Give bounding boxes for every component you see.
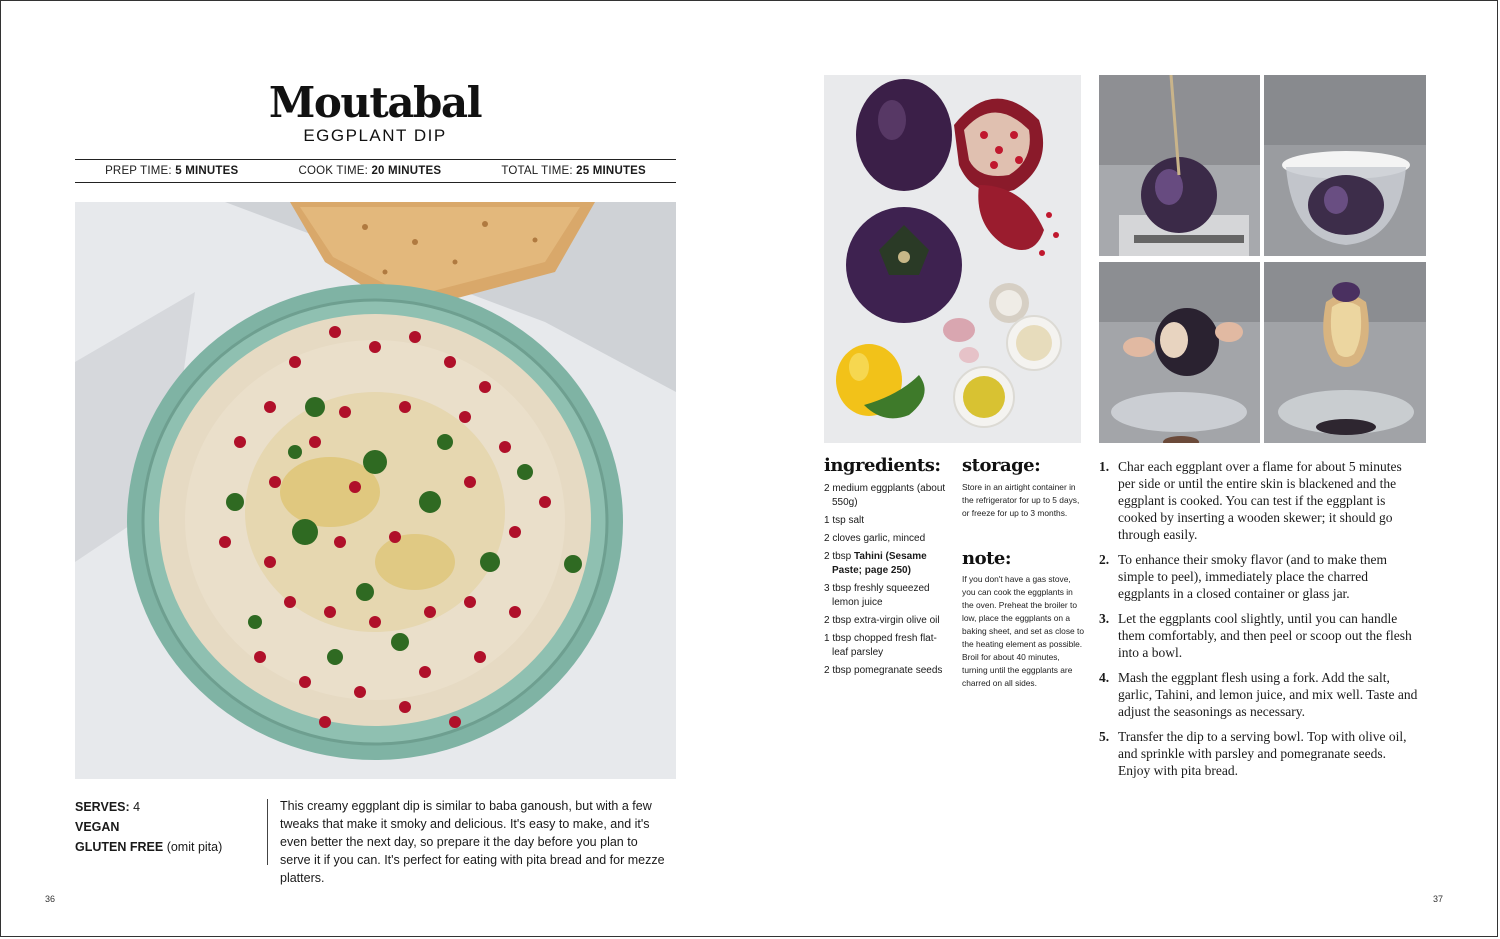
total-time: TOTAL TIME: 25 MINUTES bbox=[501, 165, 646, 177]
ingredients-illustration bbox=[824, 75, 1081, 443]
step-photo-covered-bowl-illustration bbox=[1264, 75, 1426, 256]
ingredients-heading: ingredients: bbox=[824, 455, 941, 476]
list-item: 1 tsp salt bbox=[824, 515, 865, 526]
page-number-right: 37 bbox=[1433, 894, 1444, 904]
step-photo-peeled bbox=[1264, 262, 1426, 443]
step-3: 3. Let the eggplants cool slightly, until you can handle them comfortably, and then peel or scoop out the flesh into a bowl. bbox=[1099, 611, 1412, 660]
list-item-tahini: 2 tbsp Tahini (Sesame Paste; page 250) bbox=[824, 551, 927, 576]
gluten-free-line: GLUTEN FREE (omit pita) bbox=[75, 840, 223, 854]
list-item: 3 tbsp freshly squeezed lemon juice bbox=[824, 583, 930, 608]
moutabal-bowl-illustration bbox=[75, 202, 676, 779]
method-steps bbox=[1099, 458, 1421, 787]
ingredients-photo bbox=[824, 75, 1081, 443]
intro-paragraph: This creamy eggplant dip is similar to baba ganoush, but with a few tweaks that make it smoky and delicious. It's easy to make, and it's even better the next day, so prepare it the day before you plan to serve it if you can. It's perfect for eating with pita bread and for mezze platters. bbox=[280, 799, 665, 885]
list-item: 2 tbsp extra-virgin olive oil bbox=[824, 615, 940, 626]
step-4: 4. Mash the eggplant flesh using a fork. Add the salt, garlic, Tahini, and lemon juice, and mix well. Taste and adjust the seasonings as necessary. bbox=[1099, 670, 1418, 719]
list-item: 1 tbsp chopped fresh flat-leaf parsley bbox=[824, 633, 937, 658]
page-number-left: 36 bbox=[45, 894, 56, 904]
step-photo-peeling bbox=[1099, 262, 1260, 443]
intro-divider bbox=[267, 799, 268, 865]
list-item: 2 tbsp pomegranate seeds bbox=[824, 665, 943, 676]
prep-time: PREP TIME: 5 MINUTES bbox=[105, 165, 239, 177]
list-item: 2 cloves garlic, minced bbox=[824, 533, 926, 544]
recipe-title: Moutabal bbox=[268, 78, 482, 127]
serves-block bbox=[75, 797, 222, 857]
step-photo-covered-bowl bbox=[1264, 75, 1426, 256]
note-heading: note: bbox=[962, 548, 1012, 569]
vegan-line: VEGAN bbox=[75, 820, 120, 834]
step-photo-peeling-illustration bbox=[1099, 262, 1260, 443]
step-photo-char-skewer-illustration bbox=[1099, 75, 1260, 256]
cook-time: COOK TIME: 20 MINUTES bbox=[298, 165, 442, 177]
serves-line: SERVES: 4 bbox=[75, 800, 141, 814]
ingredients-list bbox=[824, 482, 952, 682]
step-photo-char-skewer bbox=[1099, 75, 1260, 256]
storage-heading: storage: bbox=[962, 455, 1041, 476]
storage-text: Store in an airtight container in the refrigerator for up to 5 days, or freeze for up to 3 months. bbox=[962, 482, 1080, 518]
step-2: 2. To enhance their smoky flavor (and to make them simple to peel), immediately place the charred eggplants in a closed container or glass jar. bbox=[1099, 552, 1387, 601]
note-text: If you don't have a gas stove, you can cook the eggplants in the oven. Preheat the broiler to low, place the eggplants on a baking sheet, and set as close to the heating element as possible. Broil for about 40 minutes, turning until the eggplants are charred on all sides. bbox=[962, 574, 1084, 688]
times-bar bbox=[75, 159, 676, 183]
step-photo-peeled-illustration bbox=[1264, 262, 1426, 443]
hero-photo-moutabal bbox=[75, 202, 676, 779]
step-5: 5. Transfer the dip to a serving bowl. Top with olive oil, and sprinkle with parsley and pomegranate seeds. Enjoy with pita bread. bbox=[1099, 729, 1407, 778]
recipe-subtitle: EGGPLANT DIP bbox=[303, 126, 447, 145]
list-item: 2 medium eggplants (about 550g) bbox=[824, 483, 946, 508]
step-1: 1. Char each eggplant over a flame for about 5 minutes per side or until the entire skin is blackened and the eggplant is cooked. You can test if the eggplant is cooked by inserting a wooden skewer; it should go through easily. bbox=[1099, 459, 1402, 542]
